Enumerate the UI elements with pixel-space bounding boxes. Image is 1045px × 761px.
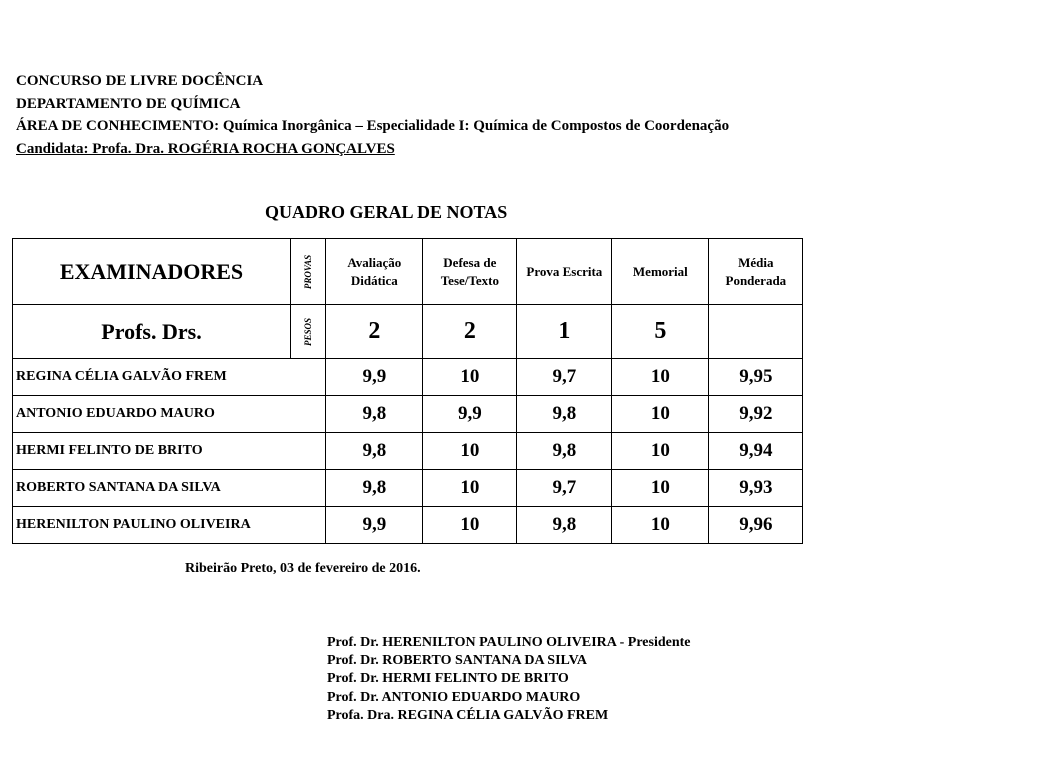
signature-line: Prof. Dr. ANTONIO EDUARDO MAURO bbox=[327, 689, 581, 705]
examiner-name: ROBERTO SANTANA DA SILVA bbox=[13, 470, 326, 507]
weight-cell: 5 bbox=[612, 305, 709, 359]
signature-line: Prof. Dr. HERMI FELINTO DE BRITO bbox=[327, 671, 569, 687]
weighted-average-cell: 9,95 bbox=[709, 359, 803, 396]
examiner-name: REGINA CÉLIA GALVÃO FREM bbox=[13, 359, 326, 396]
header-row bbox=[13, 239, 803, 305]
score-cell: 10 bbox=[612, 396, 709, 433]
column-header: Média Ponderada bbox=[709, 239, 803, 305]
weighted-average-cell: 9,94 bbox=[709, 433, 803, 470]
examiner-name: HERENILTON PAULINO OLIVEIRA bbox=[13, 507, 326, 544]
date-line: Ribeirão Preto, 03 de fevereiro de 2016. bbox=[185, 561, 421, 576]
examiner-name: HERMI FELINTO DE BRITO bbox=[13, 433, 326, 470]
score-cell: 9,8 bbox=[517, 396, 612, 433]
pesos-label: PESOS bbox=[291, 305, 326, 359]
table-row bbox=[13, 359, 803, 396]
score-cell: 10 bbox=[423, 507, 517, 544]
score-cell: 9,8 bbox=[326, 396, 423, 433]
department: DEPARTAMENTO DE QUÍMICA bbox=[16, 95, 241, 112]
document-header bbox=[16, 70, 776, 160]
score-cell: 9,8 bbox=[326, 433, 423, 470]
examiner-name: ANTONIO EDUARDO MAURO bbox=[13, 396, 326, 433]
table-row bbox=[13, 507, 803, 544]
weight-cell bbox=[709, 305, 803, 359]
score-cell: 10 bbox=[423, 470, 517, 507]
score-cell: 9,8 bbox=[517, 433, 612, 470]
score-cell: 10 bbox=[612, 433, 709, 470]
weighted-average-cell: 9,93 bbox=[709, 470, 803, 507]
weighted-average-cell: 9,96 bbox=[709, 507, 803, 544]
contest-title: CONCURSO DE LIVRE DOCÊNCIA bbox=[16, 73, 264, 89]
weight-cell: 1 bbox=[517, 305, 612, 359]
score-cell: 9,7 bbox=[517, 359, 612, 396]
weights-row bbox=[13, 305, 803, 359]
score-cell: 10 bbox=[612, 359, 709, 396]
signature-line: Prof. Dr. HERENILTON PAULINO OLIVEIRA - Presidente bbox=[327, 635, 691, 650]
page-title: QUADRO GERAL DE NOTAS bbox=[265, 202, 508, 222]
score-cell: 9,9 bbox=[326, 507, 423, 544]
column-header: Memorial bbox=[612, 239, 709, 305]
column-header: Prova Escrita bbox=[517, 239, 612, 305]
score-cell: 9,9 bbox=[423, 396, 517, 433]
score-cell: 9,8 bbox=[517, 507, 612, 544]
weight-cell: 2 bbox=[423, 305, 517, 359]
score-cell: 10 bbox=[423, 359, 517, 396]
signature-line: Prof. Dr. ROBERTO SANTANA DA SILVA bbox=[327, 653, 587, 669]
candidate: Candidata: Profa. Dra. ROGÉRIA ROCHA GONÇALVES bbox=[16, 140, 395, 157]
score-cell: 10 bbox=[612, 507, 709, 544]
signature-line: Profa. Dra. REGINA CÉLIA GALVÃO FREM bbox=[327, 707, 609, 723]
examinadores-header: EXAMINADORES bbox=[13, 239, 291, 305]
table-row bbox=[13, 433, 803, 470]
provas-label: PROVAS bbox=[291, 239, 326, 305]
table-row bbox=[13, 396, 803, 433]
column-header: Defesa de Tese/Texto bbox=[423, 239, 517, 305]
table-row bbox=[13, 470, 803, 507]
weighted-average-cell: 9,92 bbox=[709, 396, 803, 433]
signature-list bbox=[327, 634, 691, 725]
weight-cell: 2 bbox=[326, 305, 423, 359]
score-cell: 9,7 bbox=[517, 470, 612, 507]
column-header: Avaliação Didática bbox=[326, 239, 423, 305]
knowledge-area: ÁREA DE CONHECIMENTO: Química Inorgânica – Especialidade I: Química de Compostos de Coordenação bbox=[16, 118, 730, 134]
profs-label: Profs. Drs. bbox=[13, 305, 291, 359]
score-cell: 10 bbox=[612, 470, 709, 507]
score-cell: 10 bbox=[423, 433, 517, 470]
grades-table bbox=[12, 238, 803, 544]
score-cell: 9,9 bbox=[326, 359, 423, 396]
score-cell: 9,8 bbox=[326, 470, 423, 507]
